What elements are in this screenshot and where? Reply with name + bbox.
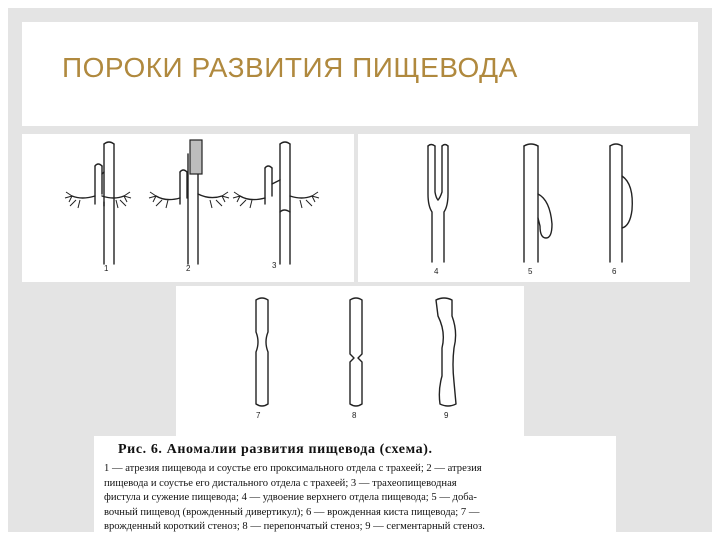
slide-title: ПОРОКИ РАЗВИТИЯ ПИЩЕВОДА xyxy=(62,52,518,83)
figure-label-3: 3 xyxy=(272,261,277,270)
figure-panel-stenoses xyxy=(176,286,524,436)
figure-label-2: 2 xyxy=(186,264,191,273)
caption-title: Рис. 6. Аномалии развития пищевода (схема). xyxy=(118,442,433,457)
figure-label-4: 4 xyxy=(434,267,439,276)
caption-body xyxy=(104,462,614,535)
figure-label-1: 1 xyxy=(104,264,109,273)
illustration-anomaly-6 xyxy=(610,144,632,262)
figure-caption xyxy=(94,436,616,536)
caption-line: 1 — атрезия пищевода и соустье его проксимального отдела с трахеей; 2 — атрезия xyxy=(104,463,482,474)
caption-line: фистула и сужение пищевода; 4 — удвоение верхнего отдела пищевода; 5 — доба- xyxy=(104,492,477,504)
caption-line: вочный пищевод (врожденный дивертикул); 6 — врожденная киста пищевода; 7 — xyxy=(104,506,480,518)
illustration-anomaly-8 xyxy=(350,298,362,406)
illustration-anomaly-3 xyxy=(233,142,319,264)
figure-label-8: 8 xyxy=(352,411,357,420)
figure-label-7: 7 xyxy=(256,411,261,420)
illustration-anomaly-7 xyxy=(256,298,268,406)
figure-label-9: 9 xyxy=(444,411,449,420)
illustration-anomaly-1 xyxy=(65,142,131,264)
figure-panel-tracheal-anomalies xyxy=(22,134,354,282)
illustration-anomaly-2 xyxy=(149,140,229,264)
illustration-anomaly-9 xyxy=(436,298,456,406)
caption-line: врожденный короткий стеноз; 8 — перепончатый стеноз; 9 — сегментарный стеноз. xyxy=(104,521,485,533)
illustration-anomaly-5 xyxy=(524,144,552,262)
figure-label-5: 5 xyxy=(528,267,533,276)
illustration-anomaly-4 xyxy=(428,145,448,263)
figure-panel-duplication-anomalies xyxy=(358,134,690,282)
figure-label-6: 6 xyxy=(612,267,617,276)
caption-line: пищевода и соустье его дистального отдела с трахеей; 3 — трахеопищеводная xyxy=(104,477,457,489)
